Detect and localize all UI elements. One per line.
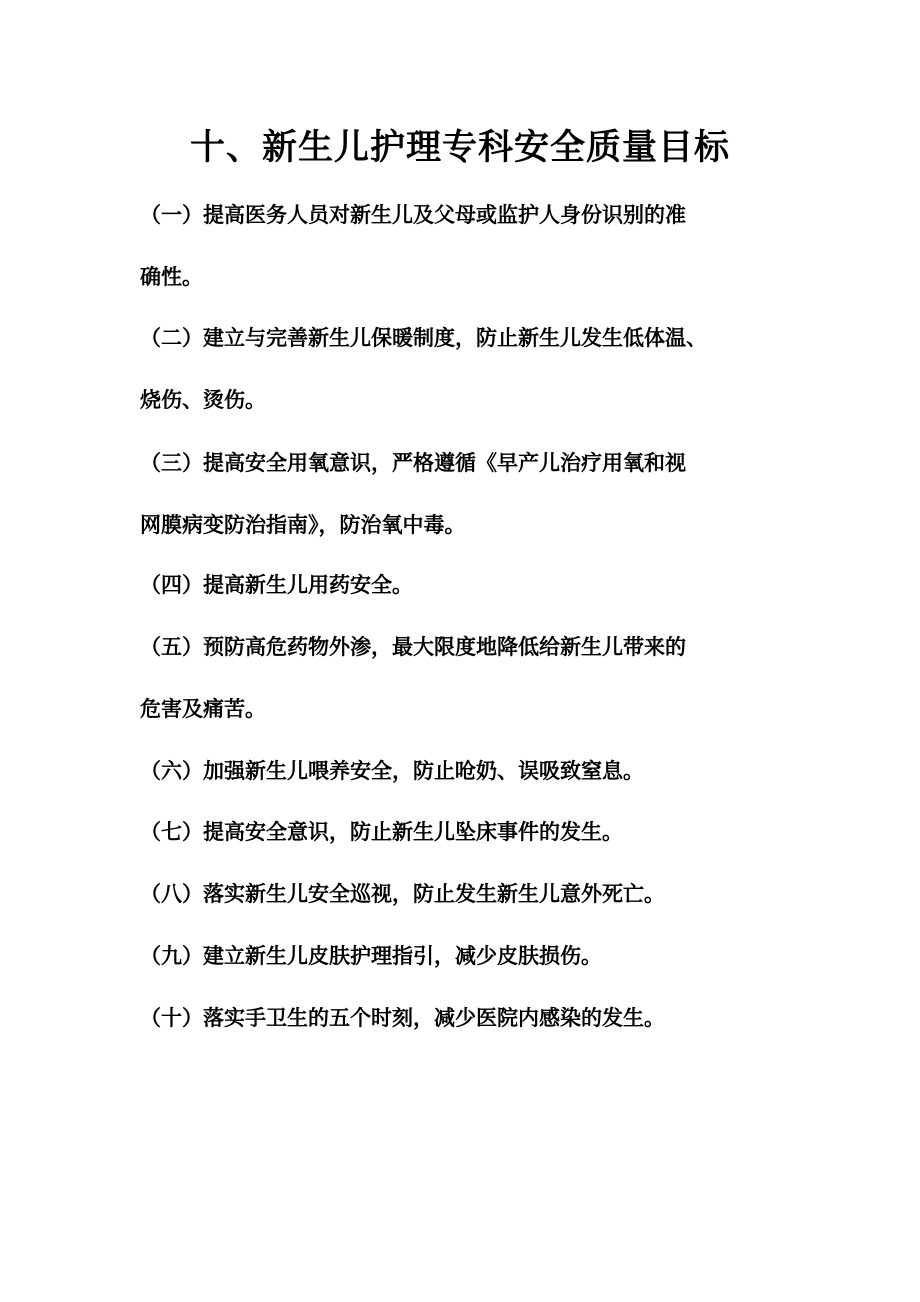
goal-item-4-line-1: （四）提高新生儿用药安全。 <box>140 573 413 597</box>
goal-item-5-line-1: （五）预防高危药物外渗，最大限度地降低给新生儿带来的 <box>140 635 686 659</box>
goal-item-6-line-1: （六）加强新生儿喂养安全，防止呛奶、误吸致窒息。 <box>140 759 644 783</box>
goal-item-6 <box>140 740 790 802</box>
goal-item-1-line-2: 确性。 <box>140 265 203 289</box>
goal-item-4 <box>140 554 790 616</box>
goal-item-1 <box>140 184 790 308</box>
goal-item-3-line-2: 网膜病变防治指南》，防治氧中毒。 <box>140 513 466 537</box>
goal-item-2-line-2: 烧伤、烫伤。 <box>140 388 266 412</box>
goal-item-9 <box>140 925 790 987</box>
goal-item-7-line-1: （七）提高安全意识，防止新生儿坠床事件的发生。 <box>140 820 623 844</box>
page-title: 十、新生儿护理专科安全质量目标 <box>189 128 730 168</box>
goal-item-2-line-1: （二）建立与完善新生儿保暖制度，防止新生儿发生低体温、 <box>140 326 707 350</box>
goal-item-3 <box>140 432 790 556</box>
goal-item-5 <box>140 616 790 740</box>
goal-item-7 <box>140 801 790 863</box>
goal-item-10-line-1: （十）落实手卫生的五个时刻，减少医院内感染的发生。 <box>140 1006 665 1030</box>
goal-item-9-line-1: （九）建立新生儿皮肤护理指引，减少皮肤损伤。 <box>140 944 602 968</box>
goal-item-8-line-1: （八）落实新生儿安全巡视，防止发生新生儿意外死亡。 <box>140 882 665 906</box>
goal-item-3-line-1: （三）提高安全用氧意识，严格遵循《早产儿治疗用氧和视 <box>140 451 686 475</box>
goal-item-1-line-1: （一）提高医务人员对新生儿及父母或监护人身份识别的准 <box>140 203 686 227</box>
goal-item-8 <box>140 863 790 925</box>
goal-item-5-line-2: 危害及痛苦。 <box>140 697 266 721</box>
goal-item-10 <box>140 987 790 1049</box>
goal-item-2 <box>140 307 790 431</box>
